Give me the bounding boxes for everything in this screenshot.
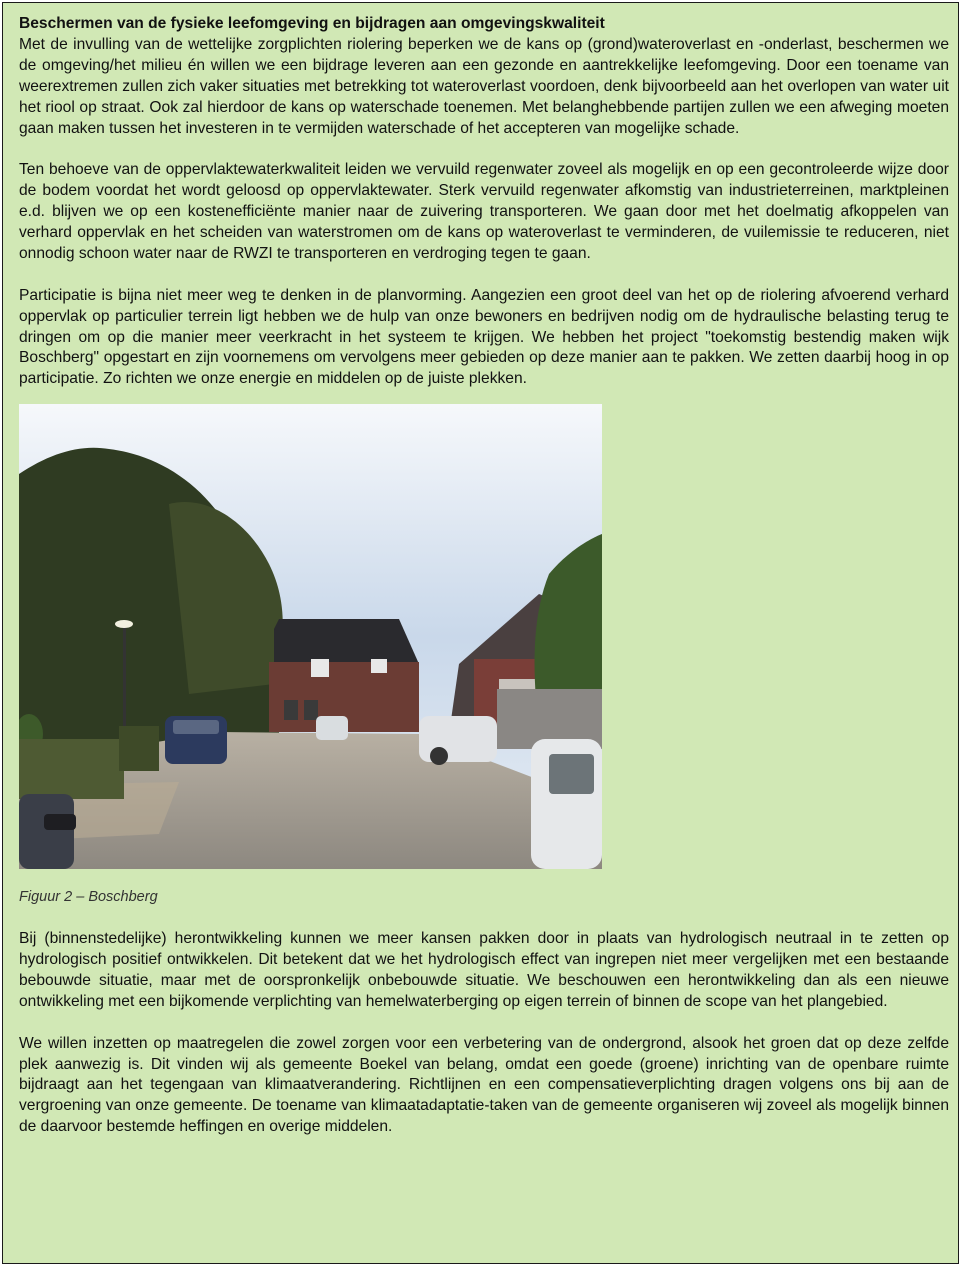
paragraph-2: Ten behoeve van de oppervlaktewaterkwaliteit leiden we vervuild regenwater zoveel als mogelijk en op een gecontroleerde wijze door de bodem voordat het wordt geloosd op oppervlaktewater. Sterk vervuild regenwater afkomstig van industrieterreinen, marktpleinen e.d. blijven we op een kostenefficiënte manier naar de zuivering transporteren. We gaan door met het doelmatig afkoppelen van verhard oppervlak en het scheiden van waterstromen om de kans op wateroverlast te verminderen, de vuilemissie te reduceren, niet onnodig schoon water naar de RWZI te transporteren en verdroging tegen te gaan. (19, 161, 949, 262)
figure-caption: Figuur 2 – Boschberg (19, 889, 158, 906)
paragraph-4: Bij (binnenstedelijke) herontwikkeling kunnen we meer kansen pakken door in plaats van hydrologisch neutraal in te zetten op hydrologisch positief ontwikkelen. Dit betekent dat we het hydrologisch effect van ingrepen niet meer vergelijken met een bestaande bebouwde situatie, maar met de oorspronkelijk onbebouwde situatie. We beschouwen een herontwikkeling dan als een nieuwe ontwikkeling met een bijkomende verplichting van hemelwaterberging op eigen terrein of binnen de scope van het plangebied. (19, 930, 949, 1010)
document-content (19, 14, 949, 1138)
section-heading: Beschermen van de fysieke leefomgeving en bijdragen aan omgevingskwaliteit (19, 15, 605, 32)
figure-photo-boschberg (19, 404, 602, 869)
text-box (2, 2, 959, 1264)
paragraph-1: Met de invulling van de wettelijke zorgplichten riolering beperken we de kans op (grond)wateroverlast en -onderlast, beschermen we de omgeving/het milieu én willen we een bijdrage leveren aan een gezonde en aantrekkelijke leefomgeving. Door een toename van weerextremen zullen zich vaker situaties met betrekking tot wateroverlast voordoen, denk bijvoorbeeld aan het overlopen van water uit het riool op straat. Ook zal hierdoor de kans op waterschade toenemen. Met belanghebbende partijen zullen we een afweging moeten gaan maken tussen het investeren in te vermijden waterschade of het accepteren van mogelijke schade. (19, 35, 949, 137)
paragraph-5: We willen inzetten op maatregelen die zowel zorgen voor een verbetering van de ondergrond, alsook het groen dat op deze zelfde plek aanwezig is. Dit vinden wij als gemeente Boekel van belang, omdat een goede (groene) inrichting van de openbare ruimte bijdraagt aan het tegengaan van klimaatverandering. Richtlijnen en een compensatieverplichting dragen volgens ons bij aan de vergroening van onze gemeente. De toename van klimaatadaptatie-taken van de gemeente organiseren wij zoveel als mogelijk binnen de daarvoor bestemde heffingen en overige middelen. (19, 1034, 949, 1136)
paragraph-3: Participatie is bijna niet meer weg te denken in de planvorming. Aangezien een groot deel van het op de riolering afvoerend verhard oppervlak op particulier terrein ligt hebben we de hulp van onze bewoners en bedrijven nodig om de hydraulische belasting terug te dringen om op die manier meer veerkracht in het systeem te krijgen. We hebben het project "toekomstig bestendig maken wijk Boschberg" opgestart en zijn voornemens om vervolgens meer gebieden op deze manier aan te pakken. We zetten daarbij hoog in op participatie. Zo richten we onze energie en middelen op de juiste plekken. (19, 286, 949, 388)
